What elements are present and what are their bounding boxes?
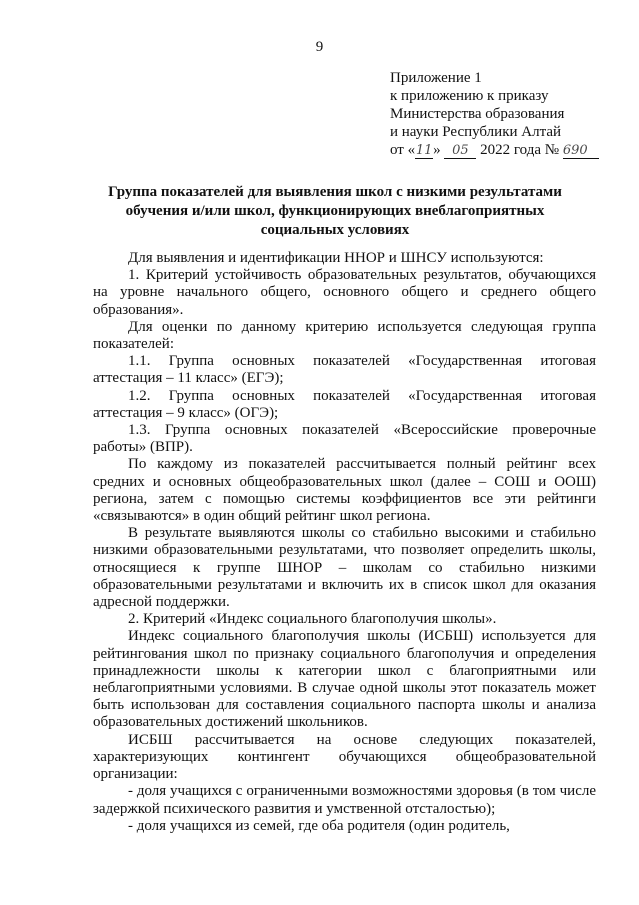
paragraph: Для оценки по данному критерию используется следующая группа показателей: [93,318,596,353]
annex-line: Приложение 1 [390,70,482,86]
paragraph: В результате выявляются школы со стабильно высокими и стабильно низкими образовательными результатами, что позволяет определить школы, относящиеся к группе ШНОР – школам со стабильно низкими образовательными результатами и включить их в список школ для оказания адресной поддержки. [93,525,596,611]
paragraph: ИСБШ рассчитывается на основе следующих показателей, характеризующих контингент обучающихся общеобразовательной организации: [93,731,596,783]
paragraph: - доля учащихся из семей, где оба родителя (один родитель, [128,817,510,834]
paragraph: Индекс социального благополучия школы (ИСБШ) используется для рейтингования школ по признаку социального благополучия и определения принадлежности школы к категории школ с благоприятными или неблагоприятными условиями. В случае одной школы этот показатель может быть использован для составления социального паспорта школы и анализа образовательных достижений школьников. [93,628,596,731]
paragraph: 1. Критерий устойчивость образовательных результатов, обучающихся на уровне начального общего, основного общего и среднего общего образования». [93,267,596,318]
paragraph: - доля учащихся с ограниченными возможностями здоровья (в том числе задержкой психического развития и умственной отсталостью); [93,783,596,817]
date-prefix: от « [390,142,416,158]
annex-line: Министерства образования [390,106,565,122]
date-month-field [444,143,476,159]
date-mid: » [433,142,441,158]
annex-header [390,69,630,159]
paragraph: 1.1. Группа основных показателей «Государственная итоговая аттестация – 11 класс» (ЕГЭ); [93,353,596,387]
paragraph: Для выявления и идентификации ННОР и ШНСУ используются: [128,250,544,266]
handwritten-month: 05 [452,143,469,158]
date-day-field [415,143,433,159]
handwritten-order-number: 690 [562,143,588,158]
date-suffix: 2022 года № [476,142,563,158]
paragraph: 1.2. Группа основных показателей «Государственная итоговая аттестация – 9 класс» (ОГЭ); [93,387,596,421]
document-title: Группа показателей для выявления школ с низкими результатами обучения и/или школ, функционирующих внеблагоприятных социальных условиях [108,184,562,238]
handwritten-day: 11 [415,143,433,158]
order-number-field [563,143,599,159]
page-number: 9 [315,39,324,55]
annex-line: и науки Республики Алтай [390,124,562,140]
order-date-line [390,141,630,159]
paragraph: 1.3. Группа основных показателей «Всероссийские проверочные работы» (ВПР). [93,422,596,456]
document-body [93,250,596,835]
annex-line: к приложению к приказу [390,88,549,104]
paragraph: 2. Критерий «Индекс социального благополучия школы». [128,611,497,628]
paragraph: По каждому из показателей рассчитывается полный рейтинг всех средних и основных общеобразовательных школ (далее – СОШ и ООШ) региона, затем с помощью системы коэффициентов все эти рейтинги «связываются» в один общий рейтинг школ региона. [93,456,596,525]
